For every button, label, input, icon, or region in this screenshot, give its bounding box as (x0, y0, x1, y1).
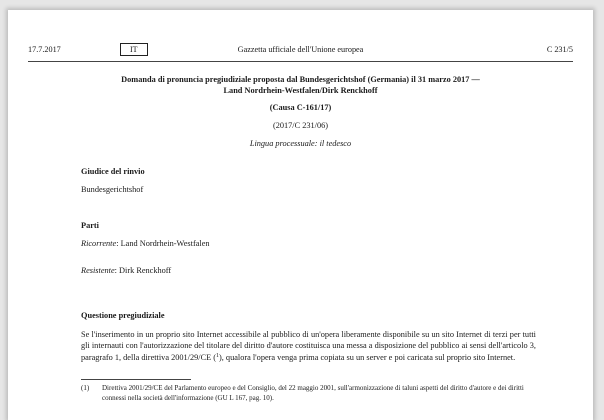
case-number: (Causa C-161/17) (269, 103, 332, 112)
document-page (8, 10, 593, 420)
defendant-label: Resistente (81, 266, 115, 275)
defendant-line: Resistente: Dirk Renckhoff (81, 266, 172, 275)
referring-court-heading: Giudice del rinvio (81, 167, 145, 176)
header-date: 17.7.2017 (28, 45, 61, 54)
question-text-part-2: ), qualora l'opera venga prima copiata su un server e poi caricata sul proprio sito Internet. (219, 353, 516, 363)
footnote-rule (81, 379, 191, 380)
title-line-2: Land Nordrhein-Westfalen/Dirk Renckhoff (223, 86, 378, 95)
publication-reference: (2017/C 231/06) (272, 121, 329, 130)
applicant-name: Land Nordrhein-Westfalen (120, 239, 210, 248)
page-header (8, 43, 593, 57)
footnote (81, 384, 536, 403)
header-page-number: C 231/5 (546, 45, 573, 54)
defendant-name: Dirk Renckhoff (119, 266, 172, 275)
footnote-number: (1) (81, 384, 90, 392)
header-language-box: IT (120, 43, 148, 56)
footnote-reference[interactable]: 1 (216, 353, 220, 360)
header-rule (28, 61, 573, 62)
question-text-part-1: Se l'inserimento in un proprio sito Internet accessibile al pubblico di un'opera liberamente disponibile su un sito Internet di terzi per tutti gli internauti con l'autorizzazione del titolare del diritto d'autore costituisca una messa a disposizione del pubblico ai sensi dell'articolo 3, paragrafo 1, della direttiva 2001/29/CE ( (81, 330, 536, 363)
parties-heading: Parti (81, 221, 99, 230)
document-title (78, 74, 523, 96)
question-heading: Questione pregiudiziale (81, 311, 165, 320)
procedural-language: Lingua processuale: il tedesco (249, 139, 352, 148)
header-journal-name: Gazzetta ufficiale dell'Unione europea (237, 45, 364, 54)
applicant-label: Ricorrente (81, 239, 117, 248)
referring-court: Bundesgerichtshof (81, 185, 144, 194)
footnote-text: Direttiva 2001/29/CE del Parlamento europeo e del Consiglio, del 22 maggio 2001, sull'armonizzazione di taluni aspetti del diritto d'autore e dei diritti connessi nella società dell'informazione (GU L 167, pag. 10). (102, 384, 524, 402)
applicant-line: Ricorrente: Land Nordrhein-Westfalen (81, 239, 210, 248)
title-line-1: Domanda di pronuncia pregiudiziale proposta dal Bundesgerichtshof (Germania) il 31 marzo 2017 — (121, 75, 480, 84)
question-text (81, 330, 536, 364)
